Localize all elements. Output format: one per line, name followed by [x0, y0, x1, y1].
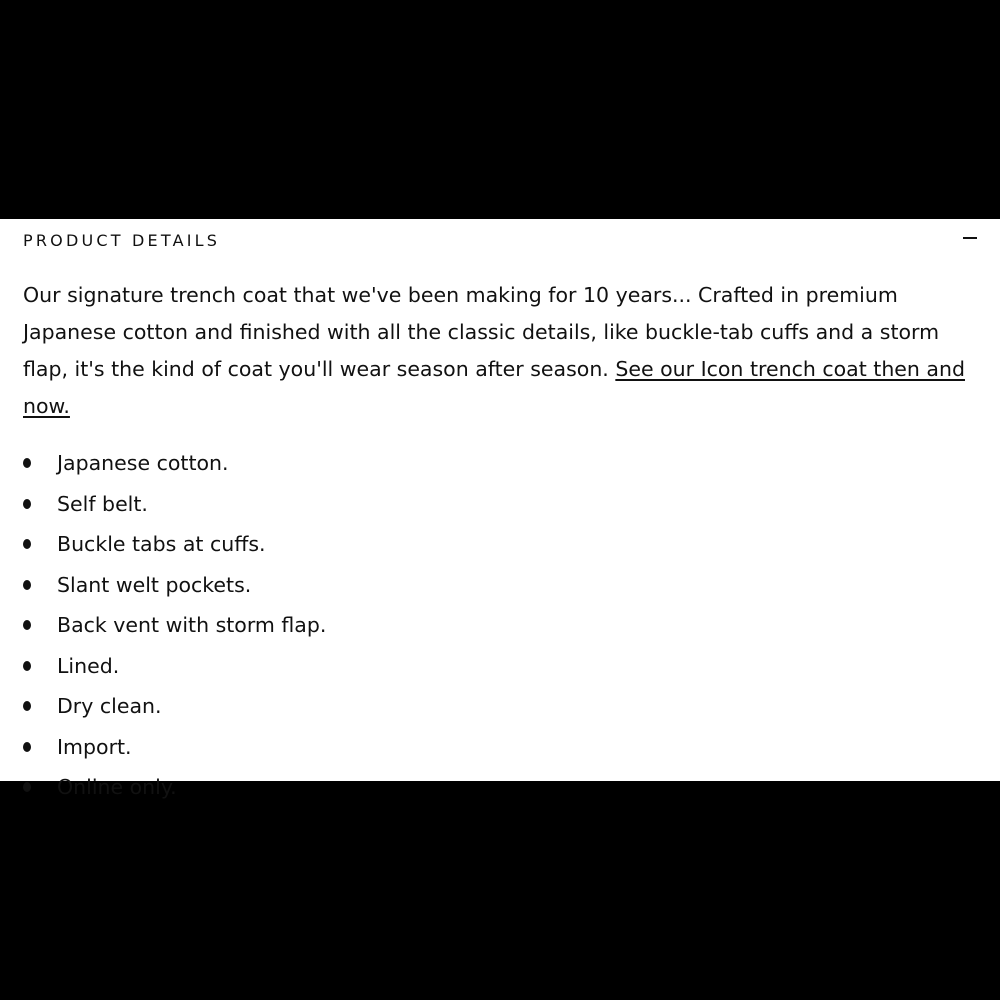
list-item: [23, 443, 923, 484]
bullet-icon: [23, 580, 31, 590]
list-item: [23, 565, 923, 606]
product-description: [23, 277, 973, 425]
product-details-panel: [0, 219, 1000, 799]
minus-icon[interactable]: [958, 227, 982, 251]
bullet-icon: [23, 742, 31, 752]
list-item: [23, 484, 923, 525]
feature-text: Online only.: [57, 775, 177, 799]
section-title: PRODUCT DETAILS: [23, 231, 221, 250]
description-text: Our signature trench coat that we've been making for 10 years... Crafted in premium Japanese cotton and finished with all the classic details, like buckle-tab cuffs and a storm flap, it's the kind of coat you'll wear season after season.: [23, 283, 940, 381]
list-item: [23, 686, 923, 727]
feature-text: Lined.: [57, 653, 120, 678]
bullet-icon: [23, 661, 31, 671]
list-item: [23, 767, 923, 808]
list-item: [23, 605, 923, 646]
list-item: [23, 646, 923, 687]
bullet-icon: [23, 620, 31, 630]
bullet-icon: [23, 782, 31, 792]
minus-icon-bar: [963, 237, 977, 239]
feature-text: Import.: [57, 734, 132, 759]
feature-text: Buckle tabs at cuffs.: [57, 532, 266, 556]
bullet-icon: [23, 539, 31, 549]
feature-text: Back vent with storm flap.: [57, 613, 327, 637]
list-item: [23, 524, 923, 565]
feature-list: [23, 443, 923, 808]
list-item: [23, 727, 923, 768]
bullet-icon: [23, 458, 31, 468]
bullet-icon: [23, 499, 31, 509]
feature-text: Slant welt pockets.: [57, 572, 252, 597]
feature-text: Self belt.: [57, 491, 148, 516]
bullet-icon: [23, 701, 31, 711]
icon-trench-history-link[interactable]: See our Icon trench coat then and now.: [23, 357, 965, 418]
feature-text: Dry clean.: [57, 694, 162, 718]
product-details-accordion-header[interactable]: [0, 219, 1000, 263]
feature-text: Japanese cotton.: [57, 451, 229, 475]
